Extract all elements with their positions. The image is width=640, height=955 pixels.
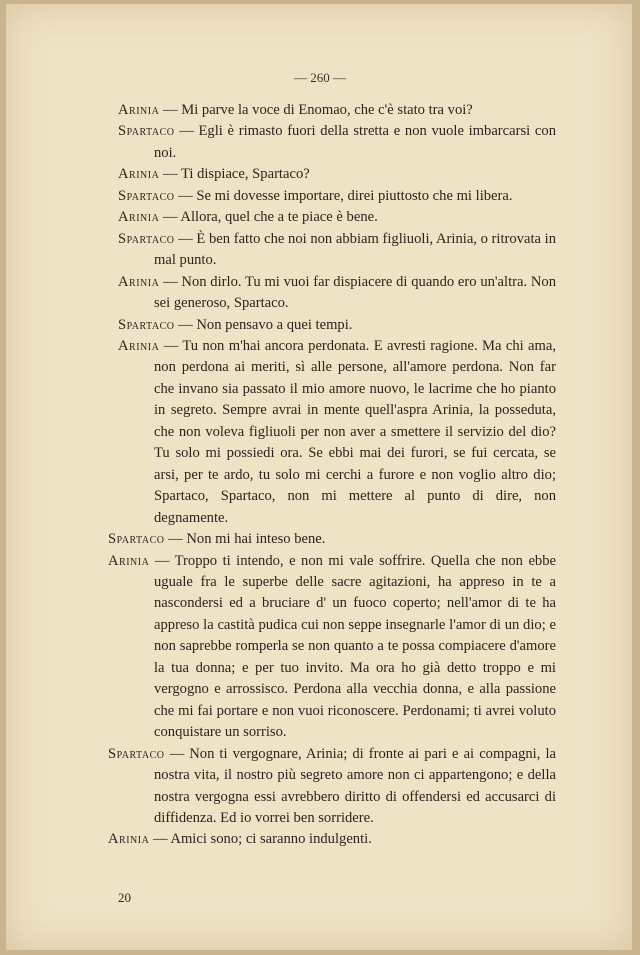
speaker-name: Spartaco — [108, 745, 165, 762]
speaker-name: Arinia — [118, 209, 160, 226]
speech-2 — [118, 121, 556, 164]
page-number: — 260 — — [294, 70, 346, 85]
speech-1 — [118, 100, 556, 121]
speech-11 — [108, 551, 556, 744]
speech-7 — [118, 272, 556, 315]
speech-3 — [118, 164, 556, 185]
speech-text: — Tu non m'hai ancora perdonata. E avresti ragione. Ma chi ama, non perdona ai meriti, sì alle persone, all'amore perdona. Non far che invano sia passato il mio amore nuovo, le lacrime che ho pianto in segreto. Sempre avrai in mente quell'aspra Arinia, la posseduta, che non voleva figliuoli per non aver a smettere il servizio del dio? Tu solo mi possiedi ora. Se ebbi mai dei furori, se fui cercata, se arsi, per te ardo, tu solo mi cerchi a furore e non voglio altro dio; Spartaco, Spartaco, non mi mettere al punto di dire, non degnamente. — [154, 337, 556, 526]
speech-13 — [108, 829, 556, 850]
speech-text: — Allora, quel che a te piace è bene. — [162, 209, 378, 226]
signature-mark: 20 — [118, 890, 131, 905]
dialogue-text — [108, 100, 556, 851]
speech-text: — Non pensavo a quei tempi. — [178, 316, 353, 333]
speech-4 — [118, 186, 556, 207]
speaker-name: Spartaco — [118, 316, 175, 333]
speech-text: — Egli è rimasto fuori della stretta e non vuole imbarcarsi con noi. — [154, 123, 556, 161]
speech-6 — [118, 229, 556, 272]
speaker-name: Spartaco — [118, 187, 175, 204]
speech-text: — È ben fatto che noi non abbiam figliuoli, Arinia, o ritrovata in mal punto. — [154, 230, 556, 269]
speech-5 — [118, 207, 556, 228]
speech-text: — Se mi dovesse importare, direi piuttosto che mi libera. — [178, 187, 513, 204]
speaker-name: Spartaco — [108, 531, 165, 548]
speaker-name: Arinia — [118, 102, 160, 118]
speech-text: — Mi parve la voce di Enomao, che c'è stato tra voi? — [162, 102, 473, 118]
speaker-name: Spartaco — [118, 123, 175, 140]
speaker-name: Spartaco — [118, 230, 175, 247]
speech-9 — [118, 336, 556, 529]
speech-10 — [108, 529, 556, 550]
speaker-name: Arinia — [118, 337, 160, 354]
speaker-name: Arinia — [108, 831, 150, 848]
speaker-name: Arinia — [108, 552, 150, 569]
speaker-name: Arinia — [118, 273, 160, 290]
speech-text: — Non mi hai inteso bene. — [168, 531, 326, 548]
speech-text: — Non ti vergognare, Arinia; di fronte ai pari e ai compagni, la nostra vita, il nostro più segreto amore non ci appartengono; e della nostra vergogna essi avrebbero diritto di offendersi ed accusarci di diffidenza. Ed io vorrei ben sorridere. — [154, 745, 556, 826]
speech-text: — Troppo ti intendo, e non mi vale soffrire. Quella che non ebbe uguale fra le superbe delle sacre agitazioni, ha appreso in te a nascondersi ed a bruciare d' un fuoco coperto; nell'amor di te ha appreso la castità pudica cui non seppe insegnarle l'amor di un dio; e non saprebbe romperla se non quanto a te possa compiacere d'amore la tua donna; e per tuo invito. Ma ora ho già detto troppo e mi vergogno e arrossisco. Perdona alla vecchia donna, e alla passione che mi fai portare e non vuoi riconoscere. Perdonami; ti avrei voluto conquistare un sorriso. — [154, 552, 556, 741]
speech-text: — Ti dispiace, Spartaco? — [162, 166, 310, 183]
speech-text: — Non dirlo. Tu mi vuoi far dispiacere di quando ero un'altra. Non sei generoso, Spartaco. — [154, 273, 556, 312]
speech-12 — [108, 744, 556, 830]
speech-text: — Amici sono; ci saranno indulgenti. — [152, 831, 372, 848]
speech-8 — [118, 315, 556, 336]
speaker-name: Arinia — [118, 166, 160, 183]
